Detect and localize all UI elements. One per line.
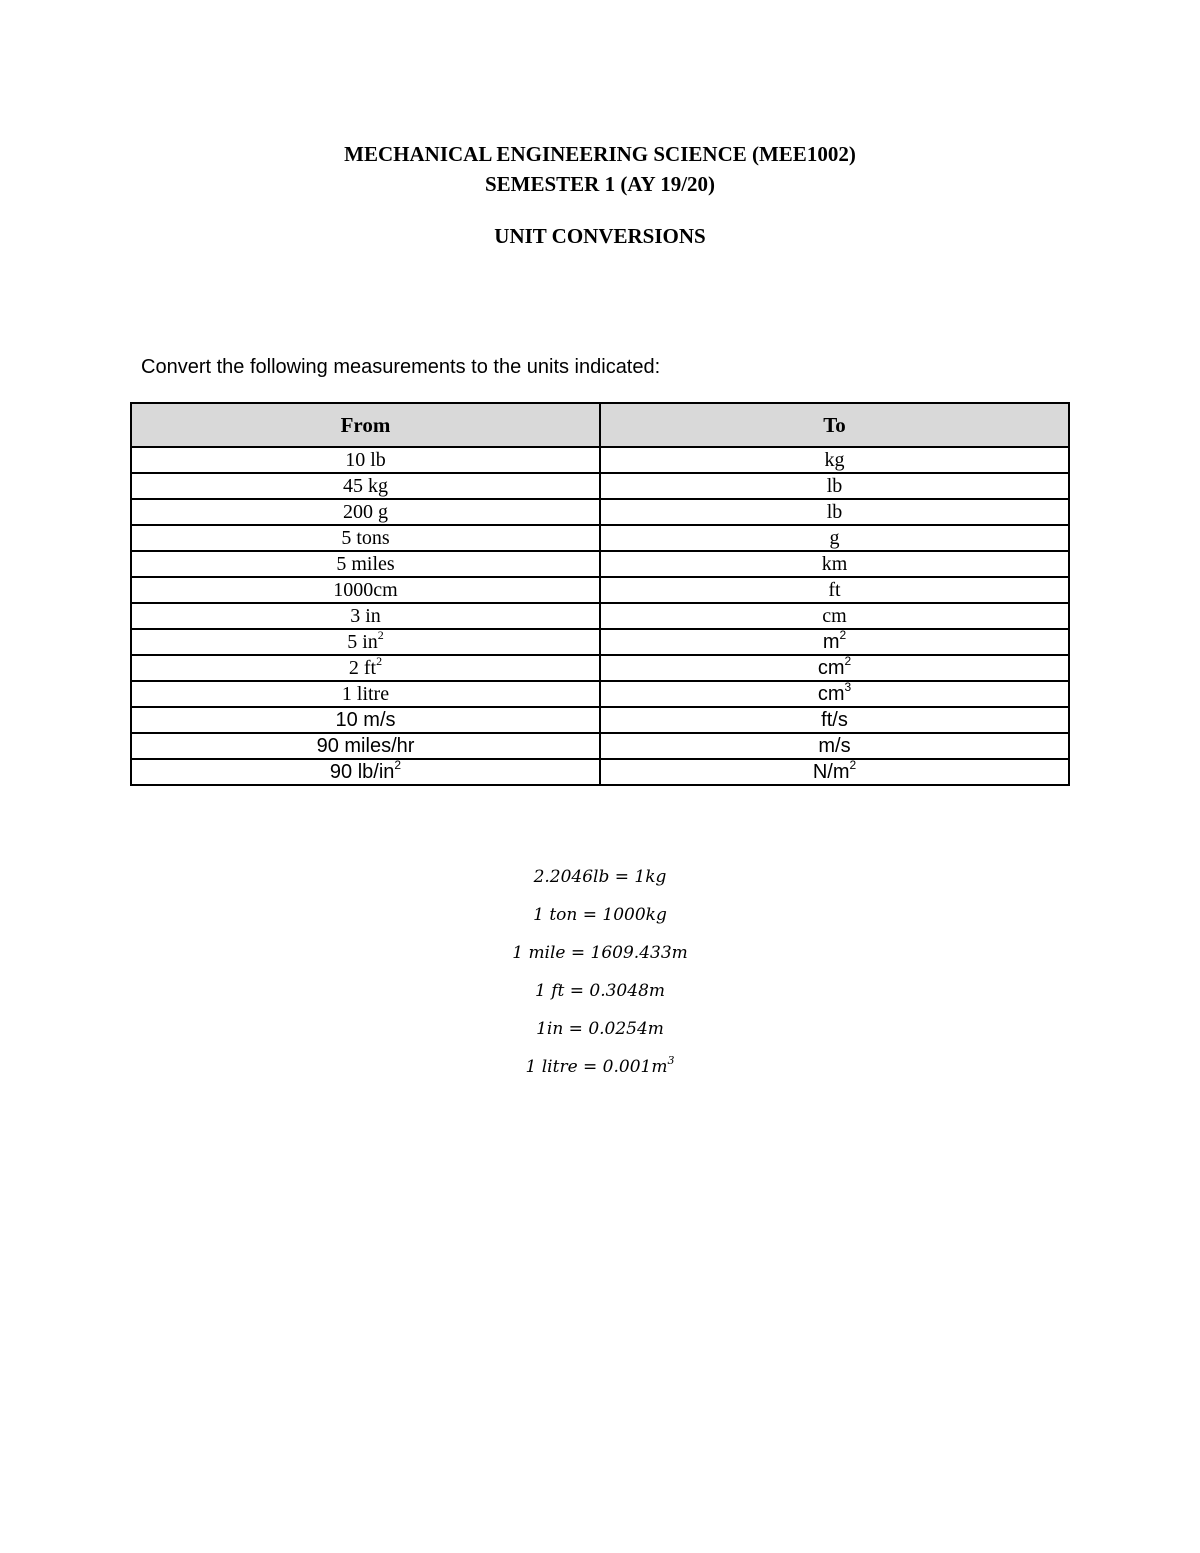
cell-to-value: lb xyxy=(826,475,843,497)
table-row xyxy=(131,473,1069,499)
cell-to xyxy=(600,655,1069,681)
cell-to-value: N/m xyxy=(812,761,850,783)
table-row xyxy=(131,733,1069,759)
cell-from-exponent: 2 xyxy=(377,628,384,642)
cell-to-value: cm xyxy=(817,683,845,705)
cell-to-value: km xyxy=(821,553,848,575)
formula-exponent: 3 xyxy=(667,1054,675,1067)
cell-to xyxy=(600,473,1069,499)
table-row xyxy=(131,681,1069,707)
table-row xyxy=(131,707,1069,733)
cell-from-value: 5 in xyxy=(347,631,378,653)
instruction-text: Convert the following measurements to the units indicated: xyxy=(141,356,661,378)
table-row xyxy=(131,551,1069,577)
cell-from-exponent: 2 xyxy=(376,654,383,668)
table-row xyxy=(131,577,1069,603)
cell-to xyxy=(600,447,1069,473)
formula-line xyxy=(0,900,1200,938)
cell-to-exponent: 2 xyxy=(849,758,857,772)
cell-from xyxy=(131,577,600,603)
cell-from xyxy=(131,733,600,759)
cell-to-value: ft xyxy=(828,579,841,601)
cell-from-value: 3 in xyxy=(350,605,381,627)
cell-to xyxy=(600,499,1069,525)
conversion-factors xyxy=(0,862,1200,1090)
cell-from xyxy=(131,551,600,577)
cell-to-value: ft/s xyxy=(821,709,848,731)
cell-to xyxy=(600,525,1069,551)
cell-from-exponent: 2 xyxy=(394,758,402,772)
cell-from-value: 10 lb xyxy=(345,449,386,471)
cell-from-value: 90 lb/in xyxy=(329,761,395,783)
cell-from xyxy=(131,603,600,629)
table-body xyxy=(131,447,1069,785)
cell-from xyxy=(131,629,600,655)
cell-to-value: kg xyxy=(824,449,845,471)
cell-to xyxy=(600,603,1069,629)
cell-to xyxy=(600,759,1069,785)
cell-to-exponent: 2 xyxy=(839,628,847,642)
table-header-row xyxy=(131,403,1069,447)
cell-from-value: 1 litre xyxy=(341,683,390,705)
cell-to-exponent: 3 xyxy=(844,680,852,694)
cell-from xyxy=(131,525,600,551)
table-row xyxy=(131,525,1069,551)
table-row xyxy=(131,655,1069,681)
formula-text: 1 ton = 1000kg xyxy=(533,905,667,925)
cell-from xyxy=(131,499,600,525)
cell-from xyxy=(131,707,600,733)
cell-to-value: lb xyxy=(826,501,843,523)
table-row xyxy=(131,759,1069,785)
cell-to xyxy=(600,577,1069,603)
cell-from-value: 1000cm xyxy=(333,579,398,601)
cell-from xyxy=(131,681,600,707)
cell-to-value: g xyxy=(829,527,840,549)
cell-from-value: 2 ft xyxy=(348,657,377,679)
formula-text: 1in = 0.0254m xyxy=(536,1019,664,1039)
formula-text: 1 litre = 0.001m xyxy=(525,1057,668,1077)
table-row xyxy=(131,447,1069,473)
formula-line xyxy=(0,976,1200,1014)
cell-to-value: m xyxy=(822,631,840,653)
cell-from xyxy=(131,759,600,785)
cell-to xyxy=(600,551,1069,577)
table-row xyxy=(131,603,1069,629)
formula-text: 1 mile = 1609.433m xyxy=(512,943,688,963)
cell-to-exponent: 2 xyxy=(844,654,852,668)
cell-from xyxy=(131,447,600,473)
table-row xyxy=(131,629,1069,655)
conversion-table xyxy=(130,402,1070,786)
cell-from-value: 90 miles/hr xyxy=(316,735,415,757)
cell-to-value: cm xyxy=(822,605,847,627)
cell-from xyxy=(131,473,600,499)
semester-line: SEMESTER 1 (AY 19/20) xyxy=(484,172,716,196)
formula-text: 1 ft = 0.3048m xyxy=(535,981,665,1001)
cell-from-value: 5 miles xyxy=(336,553,395,575)
document-title: MECHANICAL ENGINEERING SCIENCE (MEE1002) xyxy=(344,142,856,166)
cell-to xyxy=(600,733,1069,759)
cell-to xyxy=(600,629,1069,655)
formula-text: 2.2046lb = 1kg xyxy=(533,867,667,887)
cell-from xyxy=(131,655,600,681)
cell-to xyxy=(600,707,1069,733)
cell-to xyxy=(600,681,1069,707)
section-heading: UNIT CONVERSIONS xyxy=(494,224,706,248)
table-row xyxy=(131,499,1069,525)
cell-to-value: m/s xyxy=(818,735,851,757)
cell-from-value: 45 kg xyxy=(343,475,388,497)
cell-from-value: 200 g xyxy=(343,501,388,523)
cell-from-value: 10 m/s xyxy=(335,709,396,731)
column-header-to: To xyxy=(600,403,1069,447)
formula-line xyxy=(0,1052,1200,1090)
formula-line xyxy=(0,862,1200,900)
cell-to-value: cm xyxy=(817,657,845,679)
cell-from-value: 5 tons xyxy=(341,527,390,549)
formula-line xyxy=(0,1014,1200,1052)
column-header-from: From xyxy=(131,403,600,447)
formula-line xyxy=(0,938,1200,976)
